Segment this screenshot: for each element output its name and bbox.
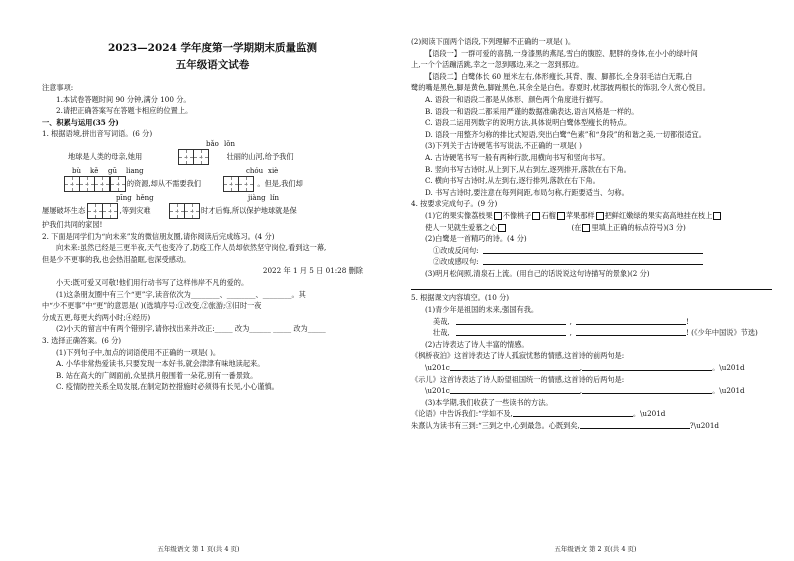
notice-heading: 注意事项: <box>42 83 74 92</box>
post-text: 向未来:虽然已经是三更半夜,天气也变冷了,防疫工作人员却依然坚守岗位,看到这一幕, <box>56 243 327 253</box>
pinyin: chóu <box>246 166 264 175</box>
question-5-1: (1)青少年是祖国的未来,强国有我。 <box>425 305 539 315</box>
answer-grid[interactable] <box>223 176 253 192</box>
option-b: B. 语段一和语段二都采用严谨的数据准确表达,语言风格是一样的。 <box>425 106 639 116</box>
question-5-2: (2)古诗表达了诗人丰富的情感。 <box>425 339 529 349</box>
prompt-text: 《论语》中告诉我们:“学如不及, <box>411 409 513 419</box>
answer-grid[interactable] <box>169 203 199 219</box>
pinyin: xiè <box>268 166 279 175</box>
question-3-1: (1)下列句子中,加点的词语使用不正确的一项是( )。 <box>56 347 221 357</box>
answer-line[interactable] <box>483 256 703 265</box>
answer-line[interactable] <box>582 362 712 371</box>
page-2: (2)阅读下面两个语段,下列理解不正确的一项是( )。 【语段一】一群可爱的喜鹊,一身漆黑的燕尾,雪白的腹腔、肥胖的身体,在小小的绿叶间 上,一个个活蹦活跳,幸之一忽到哪边,来之一忽到那边。 【语段二】白鹭体长 60 厘米左右,体形瘦长,其背、腹、脚都长,全身羽毛洁白无瑕,白 鹭的嘴是黑色,脚是黄色,脚趾黑色,其余全是白色。春夏时,枕部披两根长的饰羽,令人赏心悦目。 A. 语段一和语段二都是从体形、颜色两个角度进行描写。 B. 语段一和语段二都采用严谨的数据准确表达,语言风格是一样的。 C. 语段二运用列数字的说明方法,具体说明白鹭体型瘦长的特点。 D. 语段一用整齐匀称的排比式短语,突出白鹭“色素”和“身段”的和谐之美,一切都很适宜。 (3)下列关于古诗硬笔书写说法,不正确的一项是( ) A. 古诗硬笔书写一般有两种行款,用横向书写和竖向书写。 B. 竖向书写古诗时,从上到下,从右到左,逐列排开,落款在右下角。 C. 横向书写古诗时,从左到右,逐行排列,落款在右下角。 D. 书写古诗时,要注意在每列间距,布局匀称,行距要适当、匀称。 4. 按要求完成句子。(9 分) (1)它的果实像荔枝果 不像桃子 石榴 苹果那样 把鲜红嫩绿的果实高高地挂在枝上 使人一见就生爱慕之心 (在 里填上正确的标点符号)(3 分) (2)白鹭是一首精巧的诗。(4 分) ①改成反问句: ②改成感叹句: (3)明月松间照,清泉石上流。(用自己的话说说这句诗描写的景象)(2 分) 5. 根据课文内容填空。(10 分) (1)青少年是祖国的未来,强国有我。 美哉, , ! 壮哉, , ! (《少年中国说》节选) (2)古诗表达了诗人丰富的情感。 《枫桥夜泊》这首诗表达了诗人孤寂忧愁的情感,这首诗的前两句是: \u201c , 。\u201d 《示儿》这首诗表达了诗人盼望祖国统一的情感,这首诗的后两句是: \u201c , 。\u201d (3)本学期,我们收获了一些读书的方法。 《论语》中告诉我们:“学如不及, 。\u201d 朱熹认为读书有三到:“三到之中,心到最急。心既到矣, ?\u201d 五年级语文 第 2 页(共 4 页) <box>397 0 794 561</box>
question-4-3: (3)明月松间照,清泉石上流。(用自己的话说说这句诗描写的景象)(2 分) <box>425 268 650 278</box>
answer-line[interactable] <box>456 327 566 336</box>
answer-line[interactable] <box>576 316 686 325</box>
sentence-text: 苹果那样 <box>565 210 595 220</box>
pinyin: bù <box>72 166 81 175</box>
question-3-2: (2)阅读下面两个语段,下列理解不正确的一项是( )。 <box>411 37 576 46</box>
pinyin: kě <box>90 166 99 175</box>
answer-grid[interactable] <box>87 203 117 219</box>
pinyin: jiàng <box>248 193 266 202</box>
pinyin: liang <box>126 166 144 175</box>
sentence-text: 的资源,却从不需要我们 <box>126 178 201 188</box>
passage-2-cont: 鹭的嘴是黑色,脚是黄色,脚趾黑色,其余全是白色。春夏时,枕部披两根长的饰羽,令人赏心悦目。 <box>411 83 710 93</box>
punctuation-box[interactable] <box>557 212 565 220</box>
prompt-text: 《示儿》这首诗表达了诗人盼望祖国统一的情感,这首诗的后两句是: <box>411 374 625 384</box>
prompt-label: 美哉, <box>433 316 450 326</box>
answer-line[interactable] <box>580 420 690 429</box>
prompt-label: ①改成反问句: <box>433 245 479 255</box>
answer-line[interactable] <box>483 245 703 254</box>
question-2-2: (2)小天的留言中有两个错别字,请你找出来并改正:_____ 改为______ _____ 改为_____ <box>56 324 326 334</box>
notice-2: 2.请把正确答案写在答题卡相应的位置上。 <box>56 106 193 116</box>
option-d: D. 语段一用整齐匀称的排比式短语,突出白鹭“色素”和“身段”的和谐之美,一切都很适宜。 <box>425 129 706 139</box>
notice-1: 1.本试卷答题时间 90 分钟,满分 100 分。 <box>56 94 191 104</box>
pinyin: lǒn <box>224 139 235 148</box>
sentence-text: 护我们共同的家园! <box>42 219 103 229</box>
sentence-text: (1)它的果实像荔枝果 <box>425 210 493 220</box>
prompt-text: 朱熹认为读书有三到:“三到之中,心到最急。心既到矣, <box>411 421 580 430</box>
sentence-text: 使人一见就生爱慕之心 <box>425 222 497 232</box>
pinyin: gū <box>108 166 117 175</box>
answer-line[interactable] <box>456 316 566 325</box>
page-footer: 五年级语文 第 2 页(共 4 页) <box>554 545 637 553</box>
prompt-text: 《枫桥夜泊》这首诗表达了诗人孤寂忧愁的情感,这首诗的前两句是: <box>411 351 625 361</box>
option-c: C. 横向书写古诗时,从左到右,逐行排列,落款在右下角。 <box>425 176 600 186</box>
option-a: A. 语段一和语段二都是从体形、颜色两个角度进行描写。 <box>425 94 608 104</box>
section-1-heading: 一、积累与运用(35 分) <box>42 117 119 127</box>
answer-grid[interactable] <box>178 149 208 165</box>
sentence-text: 。但是,我们却 <box>257 178 303 188</box>
question-2: 2. 下面是同学们为“向未来”发的微信朋友圈,请你阅读后完成练习。(4 分) <box>42 231 275 241</box>
pinyin: hěng <box>136 193 154 202</box>
post-date: 2022 年 1 月 5 日 01:28 删除 <box>262 266 363 276</box>
question-4: 4. 按要求完成句子。(9 分) <box>411 199 498 209</box>
question-3-3: (3)下列关于古诗硬笔书写说法,不正确的一项是( ) <box>425 141 582 151</box>
option-c: C. 语段二运用列数字的说明方法,具体说明白鹭体型瘦长的特点。 <box>425 118 632 128</box>
punctuation-box[interactable] <box>532 212 540 220</box>
sentence-text: 把鲜红嫩绿的果实高高地挂在枝上 <box>604 210 713 220</box>
exam-subtitle: 五年级语文试卷 <box>175 59 250 71</box>
question-4-2: (2)白鹭是一首精巧的诗。(4 分) <box>425 234 527 244</box>
box-icon <box>582 224 590 232</box>
punctuation-box[interactable] <box>596 212 604 220</box>
punctuation-box[interactable] <box>494 212 502 220</box>
option-d: D. 书写古诗时,要注意在每列间距,布局匀称,行距要适当、匀称。 <box>425 187 629 197</box>
exam-title: 2023—2024 学年度第一学期期末质量监测 <box>107 42 318 54</box>
question-5: 5. 根据课文内容填空。(10 分) <box>411 293 510 303</box>
sentence-text: 时才后悔,所以保护地球就是保 <box>201 205 297 215</box>
answer-grid[interactable] <box>64 176 125 192</box>
answer-line[interactable] <box>513 408 633 417</box>
prompt-label: 壮哉, <box>433 328 450 338</box>
option-a: A. 小华非常热爱读书,只要发现一本好书,就会津津有味地读起来。 <box>56 359 265 369</box>
passage-2: 【语段二】白鹭体长 60 厘米左右,体形瘦长,其背、腹、脚都长,全身羽毛洁白无瑕,白 <box>425 71 693 81</box>
sentence-text: 不像桃子 <box>502 210 532 220</box>
question-2-1-cont: 中“少不更事”中“更”的意思是( )(选填序号:①改变,②旅游;③旧时一夜 <box>42 301 262 311</box>
instruction-text: (在 <box>571 222 582 232</box>
question-2-1-cont: 分成五更,每更大约两小时;④经历) <box>42 312 151 322</box>
question-3: 3. 选择正确答案。(6 分) <box>42 335 122 345</box>
answer-line[interactable] <box>450 362 580 371</box>
question-2-1: (1)这条朋友圈中有三个“更”字,读音依次为________、________、________。其 <box>56 289 306 299</box>
instruction-text: 里填上正确的标点符号)(3 分) <box>591 222 686 232</box>
passage-1: 【语段一】一群可爱的喜鹊,一身漆黑的燕尾,雪白的腹腔、肥胖的身体,在小小的绿叶间 <box>425 48 698 58</box>
question-1: 1. 根据语境,拼出音写词语。(6 分) <box>42 129 153 139</box>
pinyin: pīng <box>116 193 132 202</box>
post-text: 但是少不更事的我,也会热泪盈眶,也深受感动。 <box>42 254 191 264</box>
sentence-text: 石榴 <box>541 210 556 220</box>
pinyin: lín <box>270 193 279 202</box>
option-a: A. 古诗硬笔书写一般有两种行款,用横向书写和竖向书写。 <box>425 152 610 162</box>
page-footer: 五年级语文 第 1 页(共 4 页) <box>157 545 240 553</box>
answer-line[interactable] <box>411 279 772 290</box>
sentence-text: ,等到灾难 <box>119 205 151 215</box>
sentence-text: 壮丽的山河,给予我们 <box>226 151 294 161</box>
prompt-label: ②改成感叹句: <box>433 257 479 267</box>
answer-line[interactable] <box>582 385 712 394</box>
punctuation-box[interactable] <box>713 212 721 220</box>
passage-1-cont: 上,一个个活蹦活跳,幸之一忽到哪边,来之一忽到那边。 <box>411 60 584 70</box>
pinyin: bǎo <box>206 139 219 148</box>
sentence-text: 地球是人类的母亲,她用 <box>68 151 143 161</box>
reply-text: 小天:既可爱又可敬!他们用行动书写了这样伟岸不凡的爱的。 <box>56 277 249 287</box>
sentence-text: 屡屡破坏生态 <box>42 205 86 215</box>
answer-line[interactable] <box>450 385 580 394</box>
question-5-3: (3)本学期,我们收获了一些读书的方法。 <box>425 397 553 407</box>
option-c: C. 疫情防控关系全局发展,在制定防控措施时必须得有长见,小心谨慎。 <box>56 382 279 392</box>
option-b: B. 竖向书写古诗时,从上到下,从右到左,逐列排开,落款在右下角。 <box>425 164 631 174</box>
answer-line[interactable] <box>576 327 686 336</box>
punctuation-box[interactable] <box>498 224 506 232</box>
option-b: B. 站在高大的广阔面前,众星拱月般围着一朵花,别有一番景致。 <box>56 370 258 380</box>
source-note: ! (《少年中国说》节选) <box>685 328 758 338</box>
